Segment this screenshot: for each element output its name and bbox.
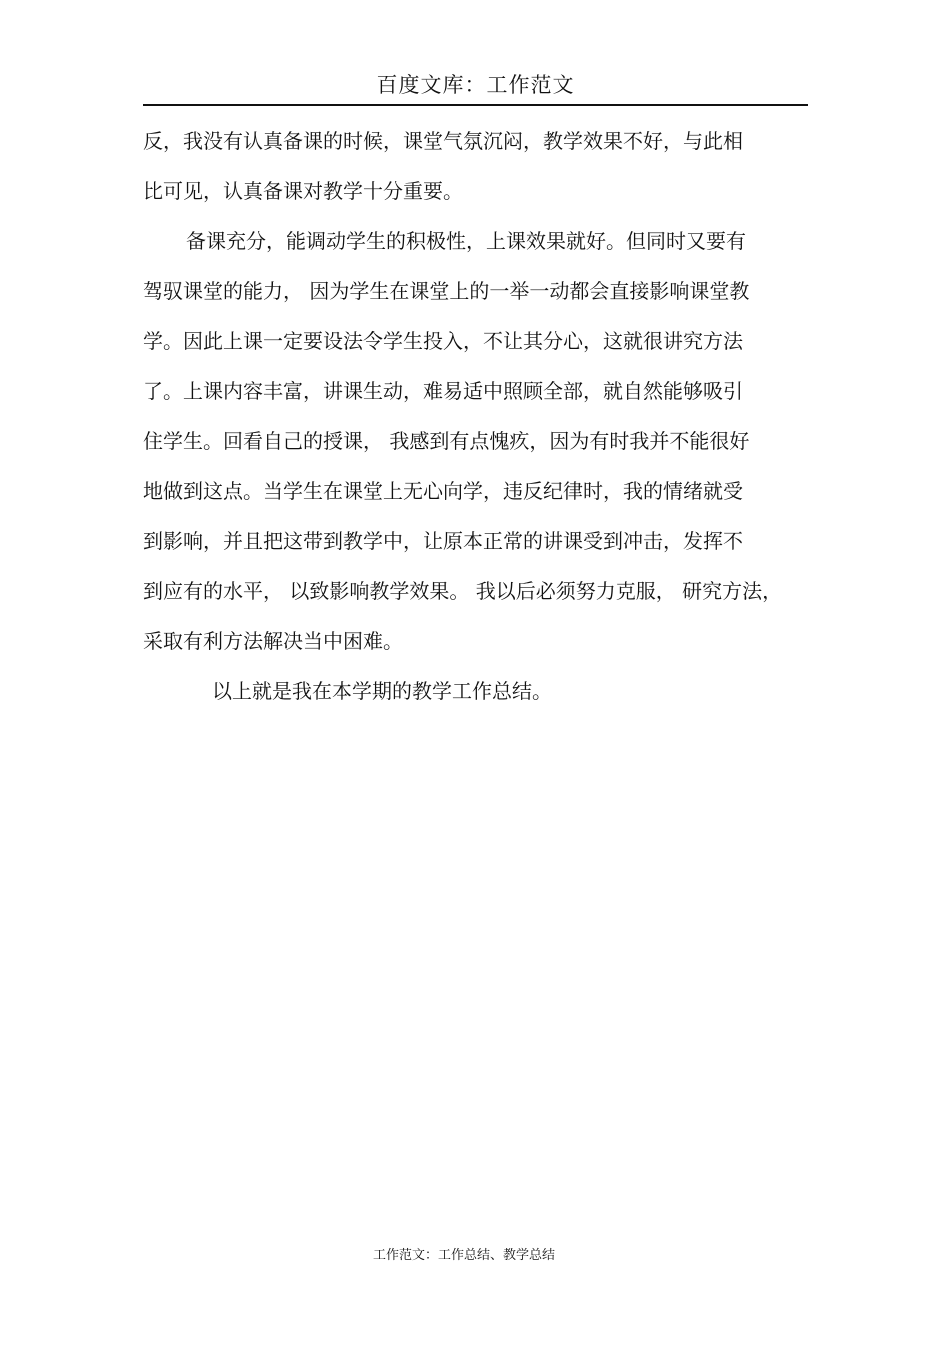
text-line: 了。上课内容丰富，讲课生动，难易适中照顾全部，就自然能够吸引: [143, 379, 743, 403]
text-line: 住学生。回看自己的授课， 我感到有点愧疚，因为有时我并不能很好: [143, 429, 750, 453]
text-line: 学。因此上课一定要设法令学生投入，不让其分心，这就很讲究方法: [143, 329, 743, 353]
text-line: 到应有的水平， 以致影响教学效果。 我以后必须努力克服， 研究方法，: [143, 579, 783, 603]
text-line: 驾驭课堂的能力， 因为学生在课堂上的一举一动都会直接影响课堂教: [143, 279, 750, 303]
document-body: [143, 116, 823, 716]
page-header: [143, 70, 808, 106]
text-line: 地做到这点。当学生在课堂上无心向学，违反纪律时，我的情绪就受: [143, 479, 743, 503]
text-line: 到影响，并且把这带到教学中，让原本正常的讲课受到冲击，发挥不: [143, 529, 743, 553]
text-line: 比可见，认真备课对教学十分重要。: [143, 179, 463, 203]
paragraph-start: 备课充分，能调动学生的积极性，上课效果就好。但同时又要有: [186, 229, 746, 253]
page-footer: 工作范文：工作总结、教学总结: [372, 1248, 555, 1263]
page-title: 百度文库：工作范文: [376, 73, 575, 97]
closing-paragraph: 以上就是我在本学期的教学工作总结。: [212, 679, 552, 703]
text-line: 反，我没有认真备课的时候，课堂气氛沉闷，教学效果不好，与此相: [143, 129, 743, 153]
text-line: 采取有利方法解决当中困难。: [143, 629, 403, 653]
